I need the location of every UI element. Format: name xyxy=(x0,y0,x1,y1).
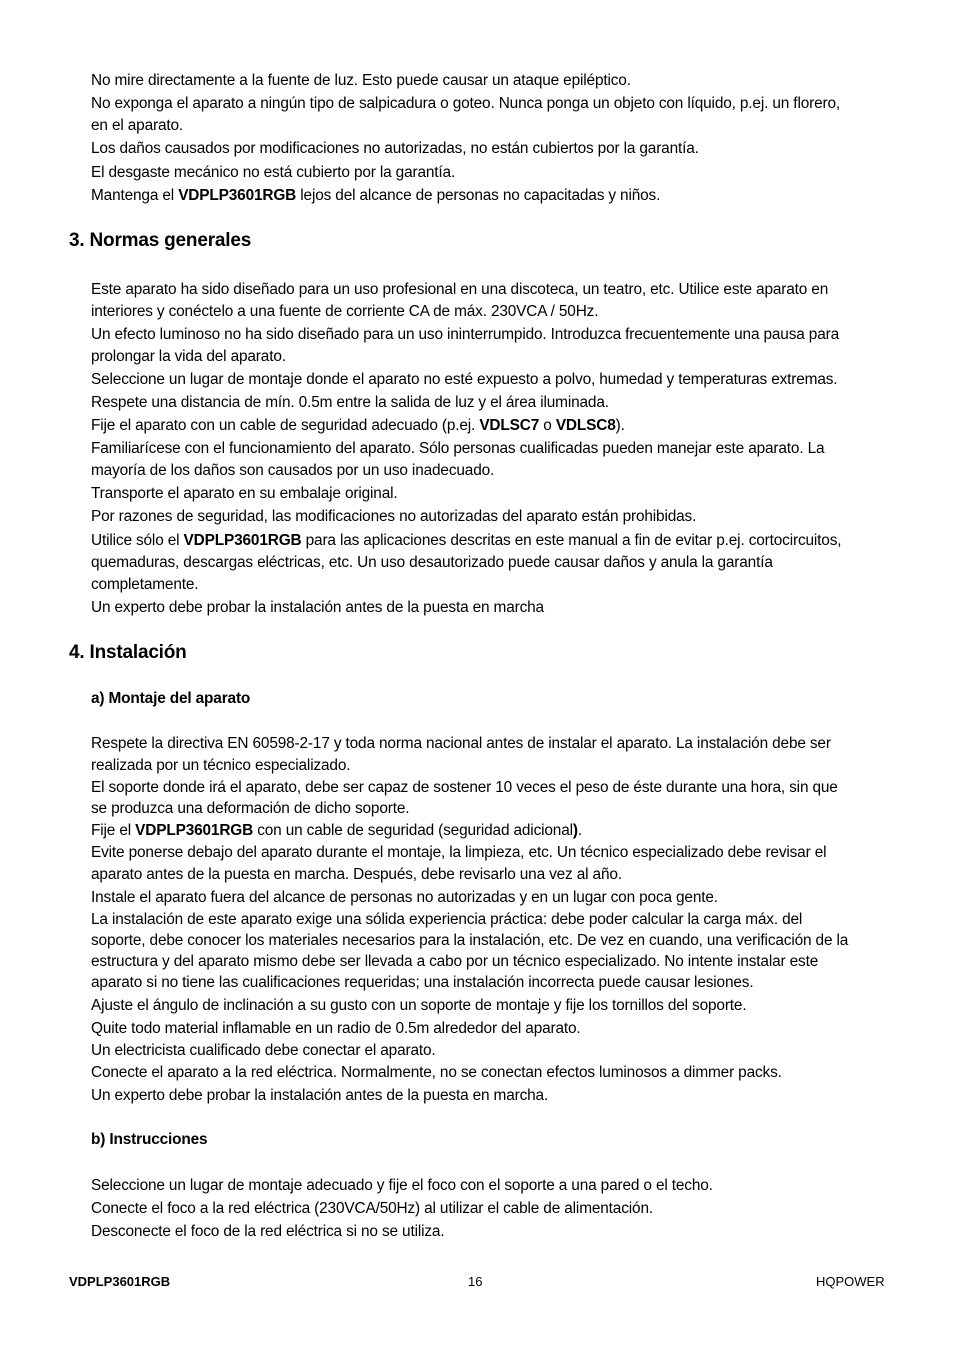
paragraph-line: Fije el aparato con un cable de seguridad adecuado (p.ej. VDLSC7 o VDLSC8). xyxy=(91,417,625,434)
section-heading-normas: 3. Normas generales xyxy=(69,230,252,251)
paragraph-line: Un electricista cualificado debe conectar el aparato. xyxy=(91,1042,436,1059)
paragraph-line: realizada por un técnico especializado. xyxy=(91,757,351,774)
paragraph-line: Mantenga el VDPLP3601RGB lejos del alcance de personas no capacitadas y niños. xyxy=(91,187,661,204)
model-name: VDPLP3601RGB xyxy=(183,532,302,549)
paragraph-line: aparato antes de la puesta en marcha. Después, debe revisarlo una vez al año. xyxy=(91,866,622,883)
paragraph-line: Respete una distancia de mín. 0.5m entre la salida de luz y el área iluminada. xyxy=(91,394,609,411)
cable-model: VDLSC8 xyxy=(555,417,616,434)
paragraph-line: aparato si no tiene las cualificaciones requeridas; una instalación incorrecta puede causar lesiones. xyxy=(91,974,754,991)
paragraph-line: en el aparato. xyxy=(91,117,184,134)
section-heading-instalacion: 4. Instalación xyxy=(69,642,187,663)
paragraph-line: Transporte el aparato en su embalaje original. xyxy=(91,485,398,502)
paragraph-line: La instalación de este aparato exige una sólida experiencia práctica: debe poder calcular la carga máx. del xyxy=(91,911,803,928)
paragraph-line: El soporte donde irá el aparato, debe ser capaz de sostener 10 veces el peso de éste durante una hora, sin que xyxy=(91,779,838,796)
paragraph-line: Respete la directiva EN 60598-2-17 y toda norma nacional antes de instalar el aparato. La instalación debe ser xyxy=(91,735,831,752)
paragraph-line: Fije el VDPLP3601RGB con un cable de seguridad (seguridad adicional). xyxy=(91,822,583,839)
paragraph-line: estructura y del aparato mismo debe ser llevada a cabo por un técnico especializado. No intente instalar este xyxy=(91,953,819,970)
paragraph-line: Evite ponerse debajo del aparato durante el montaje, la limpieza, etc. Un técnico especializado debe revisar el xyxy=(91,844,827,861)
model-name: VDPLP3601RGB xyxy=(178,187,297,204)
paragraph-line: completamente. xyxy=(91,576,199,593)
paragraph-line: No mire directamente a la fuente de luz. Esto puede causar un ataque epiléptico. xyxy=(91,72,631,89)
paragraph-line: Un efecto luminoso no ha sido diseñado para un uso ininterrumpido. Introduzca frecuentemente una pausa para xyxy=(91,326,839,343)
paragraph-line: Desconecte el foco de la red eléctrica si no se utiliza. xyxy=(91,1223,445,1240)
paragraph-line: No exponga el aparato a ningún tipo de salpicadura o goteo. Nunca ponga un objeto con líquido, p.ej. un florero, xyxy=(91,95,841,112)
cable-model: VDLSC7 xyxy=(479,417,540,434)
subsection-heading-montaje: a) Montaje del aparato xyxy=(91,690,251,707)
paragraph-line: Instale el aparato fuera del alcance de personas no autorizadas y en un lugar con poca gente. xyxy=(91,889,718,906)
paragraph-line: Los daños causados por modificaciones no autorizadas, no están cubiertos por la garantía. xyxy=(91,140,699,157)
paragraph-line: Quite todo material inflamable en un radio de 0.5m alrededor del aparato. xyxy=(91,1020,581,1037)
paragraph-line: quemaduras, descargas eléctricas, etc. Un uso desautorizado puede causar daños y anula la garantía xyxy=(91,554,773,571)
paragraph-line: mayoría de los daños son causados por un uso inadecuado. xyxy=(91,462,495,479)
paragraph-line: Conecte el foco a la red eléctrica (230VCA/50Hz) al utilizar el cable de alimentación. xyxy=(91,1200,653,1217)
paragraph-line: se produzca una deformación de dicho soporte. xyxy=(91,800,410,817)
model-name: VDPLP3601RGB xyxy=(135,822,254,839)
paragraph-line: El desgaste mecánico no está cubierto por la garantía. xyxy=(91,164,456,181)
paragraph-line: Este aparato ha sido diseñado para un uso profesional en una discoteca, un teatro, etc. Utilice este aparato en xyxy=(91,281,829,298)
paragraph-line: Seleccione un lugar de montaje donde el aparato no esté expuesto a polvo, humedad y temperaturas extremas. xyxy=(91,371,838,388)
paragraph-line: Conecte el aparato a la red eléctrica. Normalmente, no se conectan efectos luminosos a dimmer packs. xyxy=(91,1064,782,1081)
paragraph-line: Un experto debe probar la instalación antes de la puesta en marcha xyxy=(91,599,544,616)
footer-brand: HQPOWER xyxy=(816,1274,885,1289)
paragraph-line: Ajuste el ángulo de inclinación a su gusto con un soporte de montaje y fije los tornillos del soporte. xyxy=(91,997,747,1014)
paragraph-line: Familiarícese con el funcionamiento del aparato. Sólo personas cualificadas pueden manejar este aparato. La xyxy=(91,440,825,457)
paragraph-line: Utilice sólo el VDPLP3601RGB para las aplicaciones descritas en este manual a fin de evitar p.ej. cortocircuitos, xyxy=(91,532,842,549)
footer-model: VDPLP3601RGB xyxy=(69,1274,171,1289)
subsection-heading-instrucciones: b) Instrucciones xyxy=(91,1131,208,1148)
paragraph-line: Un experto debe probar la instalación antes de la puesta en marcha. xyxy=(91,1087,549,1104)
paragraph-line: prolongar la vida del aparato. xyxy=(91,348,286,365)
footer-page-number: 16 xyxy=(468,1274,483,1289)
paragraph-line: Por razones de seguridad, las modificaciones no autorizadas del aparato están prohibidas. xyxy=(91,508,697,525)
paragraph-line: Seleccione un lugar de montaje adecuado y fije el foco con el soporte a una pared o el techo. xyxy=(91,1177,713,1194)
paragraph-line: interiores y conéctelo a una fuente de corriente CA de máx. 230VCA / 50Hz. xyxy=(91,303,599,320)
paragraph-line: soporte, debe conocer los materiales necesarios para la instalación, etc. De vez en cuando, una verificación de la xyxy=(91,932,849,949)
